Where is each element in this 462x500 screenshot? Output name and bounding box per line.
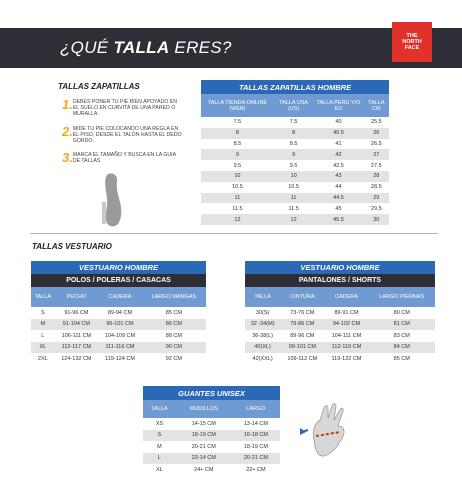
step-number: 3. — [62, 150, 73, 165]
table-cell: 25.5 — [364, 117, 389, 128]
table-cell: 44.5 — [313, 193, 363, 204]
table-cell: 42(XXL) — [245, 353, 280, 365]
table-cell: 10.5 — [274, 182, 314, 193]
table-row — [245, 342, 435, 354]
column-header: TALLA CM — [368, 99, 385, 112]
table-cell: 45.5 — [313, 214, 363, 225]
table-cell: 23-14 CM — [176, 453, 232, 465]
table-cell: 85 CM — [142, 307, 206, 319]
step-text: MARCA EL TAMAÑO Y BUSCA EN LA GUIA DE TALLAS — [72, 152, 176, 164]
table-cell: 84 CM — [369, 342, 435, 354]
table-cell: 124-132 CM — [55, 353, 99, 365]
table-cell: 22+ CM — [232, 464, 280, 476]
table-row — [31, 319, 206, 331]
gloves-size-table — [143, 386, 280, 476]
table-cell: 9.5 — [201, 160, 274, 171]
table-cell: S — [31, 307, 55, 319]
table-cell: 18-19 CM — [176, 430, 232, 442]
table-cell: 112-119 CM — [324, 342, 368, 354]
column-header: PECHO — [66, 294, 87, 300]
table-cell: 81 CM — [369, 319, 435, 331]
column-header: TALLA — [151, 406, 168, 412]
table-row — [143, 453, 280, 465]
table-cell: M — [143, 441, 176, 453]
column-header: CINTURA — [290, 294, 315, 300]
table-cell: L — [143, 453, 176, 465]
table-cell: 99-101 CM — [280, 342, 324, 354]
section-divider — [30, 233, 438, 234]
column-header: CADERA — [108, 294, 132, 300]
table-cell: 9.5 — [274, 160, 314, 171]
step-1 — [62, 97, 182, 117]
table-cell: 45 — [313, 203, 363, 214]
table-cell: 10.5 — [201, 182, 274, 193]
column-header: TALLA — [34, 294, 51, 300]
bottoms-table-title: VESTUARIO HOMBRE — [245, 261, 435, 274]
step-text: MIDE TU PIE COLOCANDO UNA REGLA EN EL PISO, DESDE EL TALÓN HASTA EL DEDO GORDO. — [72, 126, 182, 144]
table-row — [201, 193, 389, 204]
table-cell: 10 — [201, 171, 274, 182]
table-cell: 26.5 — [364, 139, 389, 150]
table-cell: 96-101 CM — [98, 319, 142, 331]
column-header: LARGO PIERNAS — [379, 294, 425, 300]
table-cell: 73-76 CM — [280, 307, 324, 319]
table-cell: 42.5 — [313, 160, 363, 171]
bottoms-size-table — [245, 261, 435, 365]
clothing-section-label: TALLAS VESTUARIO — [32, 242, 112, 251]
table-cell: XL — [31, 342, 55, 354]
table-cell: 11.5 — [274, 203, 314, 214]
table-row — [201, 171, 389, 182]
table-cell: 89-91 CM — [324, 307, 368, 319]
table-cell: 14-15 CM — [176, 418, 232, 430]
table-cell: 40(XL) — [245, 342, 280, 354]
table-row — [31, 330, 206, 342]
table-cell: 28 — [364, 171, 389, 182]
table-cell: S — [143, 430, 176, 442]
table-cell: 92 CM — [142, 353, 206, 365]
table-cell: 26 — [364, 128, 389, 139]
table-cell: 89-96 CM — [280, 330, 324, 342]
title-suffix: ERES? — [169, 38, 232, 57]
column-header: TALLA PERU Y/O EU — [316, 99, 361, 112]
column-header: CADERA — [335, 294, 358, 300]
tops-table-subtitle: POLOS / POLERAS / CASACAS — [31, 274, 206, 287]
table-row — [143, 430, 280, 442]
table-cell: 36-38(L) — [245, 330, 280, 342]
table-cell: 79-86 CM — [280, 319, 324, 331]
table-cell: 8.5 — [201, 139, 274, 150]
table-cell: 12 — [274, 214, 314, 225]
bottoms-table-subtitle: PANTALONES / SHORTS — [245, 274, 435, 287]
table-cell: 13-14 CM — [232, 418, 280, 430]
table-cell: 27 — [364, 149, 389, 160]
table-cell: 104-111 CM — [324, 330, 368, 342]
table-cell: 40.5 — [313, 128, 363, 139]
table-cell: 85 CM — [369, 353, 435, 365]
table-cell: 86 CM — [142, 319, 206, 331]
table-cell: 41 — [313, 139, 363, 150]
table-row — [201, 149, 389, 160]
foot-icon — [100, 172, 126, 228]
table-cell: 40 — [313, 117, 363, 128]
table-row — [201, 160, 389, 171]
table-cell: 9 — [274, 149, 314, 160]
table-row — [143, 418, 280, 430]
table-cell: 43 — [313, 171, 363, 182]
table-row — [201, 117, 389, 128]
column-header: TALLA TIENDA ONLINE (WEB) — [207, 99, 268, 112]
table-cell: 18-19 CM — [232, 441, 280, 453]
table-row — [201, 182, 389, 193]
hand-measure-icon — [298, 402, 354, 464]
table-cell: 20-21 CM — [176, 441, 232, 453]
table-cell: 91-96 CM — [55, 307, 99, 319]
table-cell: 24+ CM — [176, 464, 232, 476]
column-header: LARGO — [246, 406, 266, 412]
table-cell: 91-104 CM — [55, 319, 99, 331]
table-cell: 94-102 CM — [324, 319, 368, 331]
step-2 — [62, 124, 182, 144]
table-cell: 8.5 — [274, 139, 314, 150]
table-cell: 42 — [313, 149, 363, 160]
table-cell: 112-117 CM — [55, 342, 99, 354]
step-number: 1. — [62, 97, 73, 112]
table-cell: 27.5 — [364, 160, 389, 171]
shoes-section-label: TALLAS ZAPATILLAS — [58, 82, 140, 91]
shoe-size-table — [201, 80, 389, 225]
table-cell: 104-109 CM — [98, 330, 142, 342]
table-row — [201, 214, 389, 225]
table-cell: 30(S) — [245, 307, 280, 319]
table-row — [143, 464, 280, 476]
table-row — [201, 128, 389, 139]
table-cell: 9 — [201, 149, 274, 160]
table-row — [31, 342, 206, 354]
table-row — [245, 319, 435, 331]
page-title — [60, 38, 232, 58]
tops-size-table — [31, 261, 206, 365]
table-row — [201, 203, 389, 214]
table-cell: 83 CM — [369, 330, 435, 342]
table-cell: 29.5 — [364, 203, 389, 214]
table-cell: 89-94 CM — [98, 307, 142, 319]
table-cell: 29 — [364, 193, 389, 204]
table-cell: 2XL — [31, 353, 55, 365]
table-row — [245, 330, 435, 342]
step-3 — [62, 150, 182, 165]
table-cell: 7.5 — [201, 117, 274, 128]
table-cell: 28.5 — [364, 182, 389, 193]
shoe-table-title: TALLAS ZAPATILLAS HOMBRE — [201, 80, 389, 94]
gloves-table-title: GUANTES UNISEX — [143, 386, 280, 400]
tops-table-title: VESTUARIO HOMBRE — [31, 261, 206, 274]
table-cell: 8 — [201, 128, 274, 139]
table-cell: 119-124 CM — [98, 353, 142, 365]
table-cell: 88 CM — [142, 330, 206, 342]
table-cell: 109-112 CM — [280, 353, 324, 365]
table-cell: 111-116 CM — [98, 342, 142, 354]
table-cell: 106-111 CM — [55, 330, 99, 342]
title-bold: TALLA — [113, 38, 170, 57]
table-cell: L — [31, 330, 55, 342]
table-row — [143, 441, 280, 453]
table-cell: 7.5 — [274, 117, 314, 128]
table-cell: 80 CM — [369, 307, 435, 319]
table-cell: 20-21 CM — [232, 453, 280, 465]
table-row — [245, 307, 435, 319]
table-cell: XS — [143, 418, 176, 430]
column-header: TALLA — [254, 294, 271, 300]
table-cell: 11 — [274, 193, 314, 204]
table-row — [31, 307, 206, 319]
step-number: 2. — [62, 124, 73, 139]
table-row — [245, 353, 435, 365]
table-cell: 16-18 CM — [232, 430, 280, 442]
column-header: TALLA USA (US) — [279, 99, 309, 112]
table-row — [201, 139, 389, 150]
table-cell: M — [31, 319, 55, 331]
table-cell: 119-122 CM — [324, 353, 368, 365]
title-prefix: ¿QUÉ — [60, 38, 114, 57]
table-cell: 44 — [313, 182, 363, 193]
table-cell: 12 — [201, 214, 274, 225]
table-cell: 11 — [201, 193, 274, 204]
column-header: LARGO MANGAS — [151, 294, 197, 300]
step-text: DEBES PONER TU PIE BIEN APOYADO EN EL SUELO EN CURVITA DE UNA PARED O MURALLA. — [72, 99, 178, 117]
table-cell: 8 — [274, 128, 314, 139]
table-cell: 90 CM — [142, 342, 206, 354]
brand-logo: THE NORTH FACE — [392, 22, 432, 62]
column-header: MUDILLOS — [189, 406, 218, 412]
table-cell: XL — [143, 464, 176, 476]
table-cell: 32 -34(M) — [245, 319, 280, 331]
table-cell: 11.5 — [201, 203, 274, 214]
table-cell: 10 — [274, 171, 314, 182]
table-row — [31, 353, 206, 365]
table-cell: 30 — [364, 214, 389, 225]
